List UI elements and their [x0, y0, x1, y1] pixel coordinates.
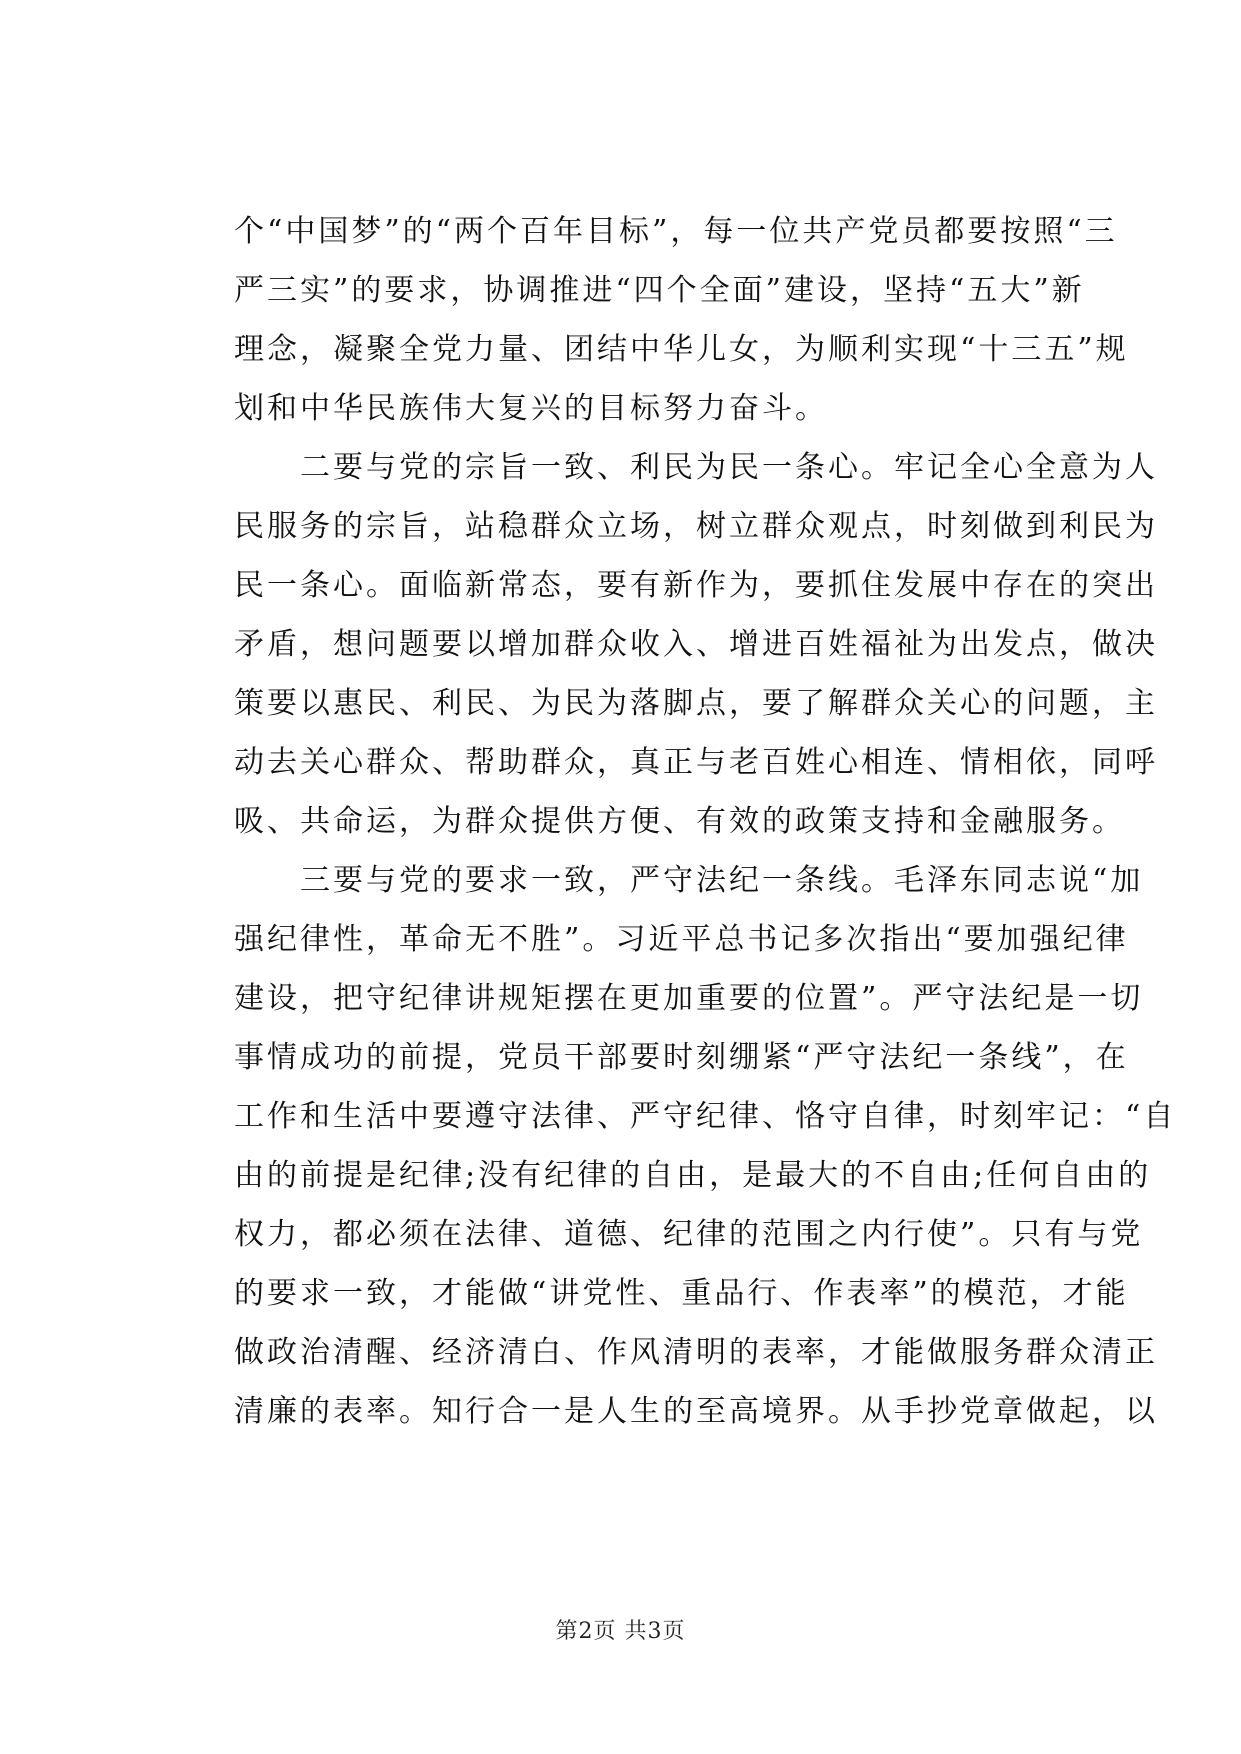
text-line: 理念，凝聚全党力量、团结中华儿女，为顺利实现“十三五”规	[234, 332, 1129, 367]
text-line: 动去关心群众、帮助群众，真正与老百姓心相连、情相依，同呼	[234, 745, 1158, 780]
text-line: 建设，把守纪律讲规矩摆在更加重要的位置”。严守法纪是一切	[234, 981, 1144, 1016]
text-line: 吸、共命运，为群众提供方便、有效的政策支持和金融服务。	[234, 804, 1125, 839]
text-line: 严三实”的要求，协调推进“四个全面”建设，坚持“五大”新	[234, 273, 1085, 308]
text-line: 工作和生活中要遵守法律、严守纪律、恪守自律，时刻牢记：“自	[234, 1099, 1177, 1134]
text-line: 事情成功的前提，党员干部要时刻绷紧“严守法纪一条线”，在	[234, 1040, 1129, 1075]
page-number-footer: 第2页 共3页	[555, 1619, 686, 1644]
text-line: 个“中国梦”的“两个百年目标”，每一位共产党员都要按照“三	[234, 214, 1118, 249]
text-line: 权力，都必须在法律、道德、纪律的范围之内行使”。只有与党	[234, 1217, 1144, 1252]
text-line: 策要以惠民、利民、为民为落脚点，要了解群众关心的问题，主	[234, 686, 1158, 721]
text-line: 民一条心。面临新常态，要有新作为，要抓住发展中存在的突出	[234, 568, 1158, 603]
paragraph-start-line: 三要与党的要求一致，严守法纪一条线。毛泽东同志说“加	[234, 863, 1144, 898]
text-line: 强纪律性，革命无不胜”。习近平总书记多次指出“要加强纪律	[234, 922, 1129, 957]
paragraph-start-line: 二要与党的宗旨一致、利民为民一条心。牢记全心全意为人	[234, 450, 1158, 485]
text-line: 由的前提是纪律;没有纪律的自由，是最大的不自由;任何自由的	[234, 1158, 1152, 1193]
text-line: 做政治清醒、经济清白、作风清明的表率，才能做服务群众清正	[234, 1335, 1158, 1370]
text-line: 的要求一致，才能做“讲党性、重品行、作表率”的模范，才能	[234, 1276, 1129, 1311]
text-line: 矛盾，想问题要以增加群众收入、增进百姓福祉为出发点，做决	[234, 627, 1158, 662]
body-text	[234, 202, 1177, 1441]
text-line: 民服务的宗旨，站稳群众立场，树立群众观点，时刻做到利民为	[234, 509, 1158, 544]
text-line: 清廉的表率。知行合一是人生的至高境界。从手抄党章做起，以	[234, 1394, 1158, 1429]
text-line: 划和中华民族伟大复兴的目标努力奋斗。	[234, 391, 828, 426]
